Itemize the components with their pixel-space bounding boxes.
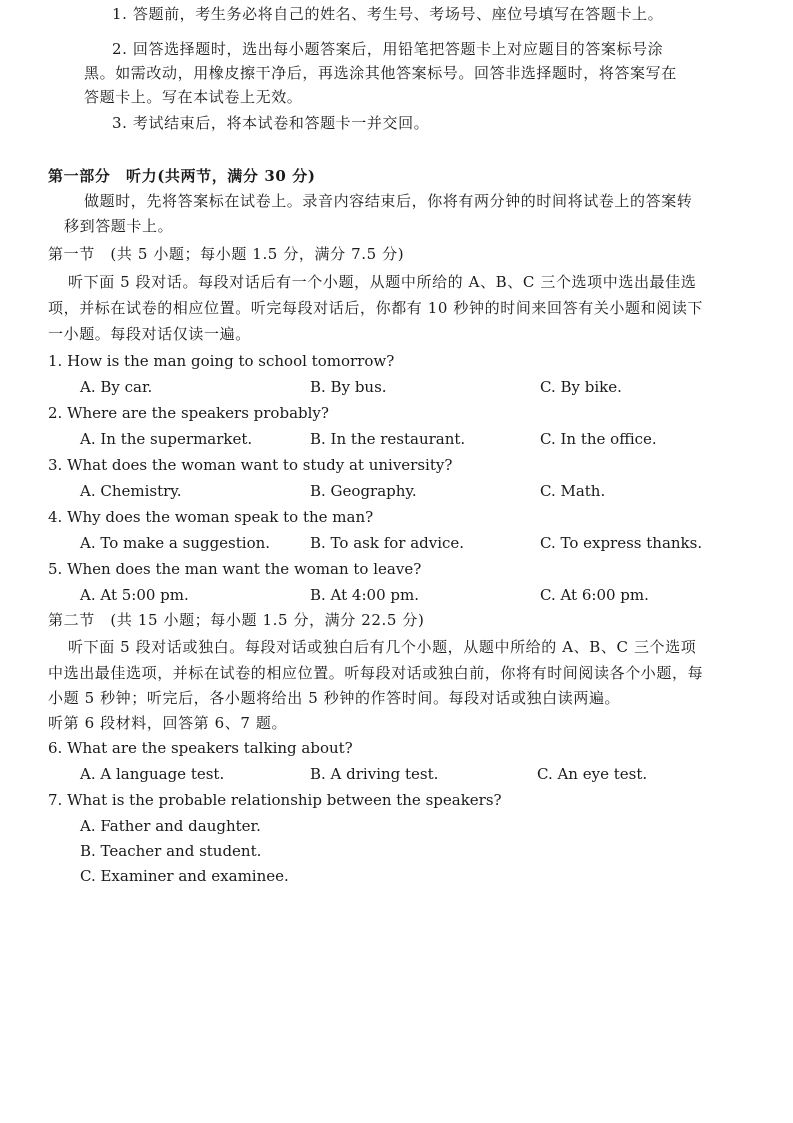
question-6-option-c: C. An eye test. (537, 765, 648, 783)
note-2-line-3: 答题卡上。写在本试卷上无效。 (84, 88, 303, 106)
part1-intro-line-2: 移到答题卡上。 (64, 217, 174, 235)
section1-heading: 第一节 (共 5 小题；每小题 1.5 分，满分 7.5 分) (48, 245, 405, 263)
question-7-option-b: B. Teacher and student. (80, 842, 262, 860)
question-2: 2. Where are the speakers probably? (48, 404, 329, 422)
section2-instr-line-1: 听下面 5 段对话或独白。每段对话或独白后有几个小题，从题中所给的 A、B、C 三个选项 (68, 638, 697, 656)
question-4: 4. Why does the woman speak to the man? (48, 508, 374, 526)
note-3: 3. 考试结束后，将本试卷和答题卡一并交回。 (112, 114, 430, 132)
question-3-option-c: C. Math. (540, 482, 606, 500)
question-5-option-a: A. At 5:00 pm. (80, 586, 189, 604)
question-6-option-b: B. A driving test. (310, 765, 439, 783)
note-2-line-1: 2. 回答选择题时，选出每小题答案后，用铅笔把答题卡上对应题目的答案标号涂 (112, 40, 664, 58)
question-5-option-c: C. At 6:00 pm. (540, 586, 649, 604)
question-2-option-c: C. In the office. (540, 430, 657, 448)
question-4-option-c: C. To express thanks. (540, 534, 703, 552)
section2-instr-line-3: 小题 5 秒钟；听完后，各小题将给出 5 秒钟的作答时间。每段对话或独白读两遍。 (48, 689, 621, 707)
question-1-option-a: A. By car. (80, 378, 153, 396)
question-5-option-b: B. At 4:00 pm. (310, 586, 419, 604)
question-1-option-b: B. By bus. (310, 378, 387, 396)
question-6: 6. What are the speakers talking about? (48, 739, 353, 757)
question-7-option-c: C. Examiner and examinee. (80, 867, 289, 885)
part1-heading: 第一部分 听力(共两节，满分 30 分) (48, 167, 316, 185)
question-7-option-a: A. Father and daughter. (80, 817, 261, 835)
question-7: 7. What is the probable relationship between the speakers? (48, 791, 502, 809)
section2-material: 听第 6 段材料，回答第 6、7 题。 (48, 714, 288, 732)
question-2-option-a: A. In the supermarket. (80, 430, 253, 448)
question-3-option-a: A. Chemistry. (80, 482, 182, 500)
question-4-option-b: B. To ask for advice. (310, 534, 465, 552)
question-1-option-c: C. By bike. (540, 378, 622, 396)
section1-instr-line-2: 项，并标在试卷的相应位置。听完每段对话后，你都有 10 秒钟的时间来回答有关小题和阅读下 (48, 299, 704, 317)
question-3-option-b: B. Geography. (310, 482, 417, 500)
note-1: 1. 答题前，考生务必将自己的姓名、考生号、考场号、座位号填写在答题卡上。 (112, 5, 664, 23)
question-5: 5. When does the man want the woman to leave? (48, 560, 422, 578)
question-3: 3. What does the woman want to study at university? (48, 456, 453, 474)
question-4-option-a: A. To make a suggestion. (80, 534, 271, 552)
note-2-line-2: 黑。如需改动，用橡皮擦干净后，再选涂其他答案标号。回答非选择题时，将答案写在 (84, 64, 677, 82)
part1-intro-line-1: 做题时，先将答案标在试卷上。录音内容结束后，你将有两分钟的时间将试卷上的答案转 (84, 192, 693, 210)
section2-instr-line-2: 中选出最佳选项，并标在试卷的相应位置。听每段对话或独白前，你将有时间阅读各个小题，每 (48, 664, 704, 682)
section1-instr-line-3: 一小题。每段对话仅读一遍。 (48, 325, 251, 343)
question-6-option-a: A. A language test. (80, 765, 225, 783)
section2-heading: 第二节 (共 15 小题；每小题 1.5 分，满分 22.5 分) (48, 611, 425, 629)
question-1: 1. How is the man going to school tomorrow? (48, 352, 395, 370)
question-2-option-b: B. In the restaurant. (310, 430, 466, 448)
section1-instr-line-1: 听下面 5 段对话。每段对话后有一个小题，从题中所给的 A、B、C 三个选项中选出最佳选 (68, 273, 697, 291)
